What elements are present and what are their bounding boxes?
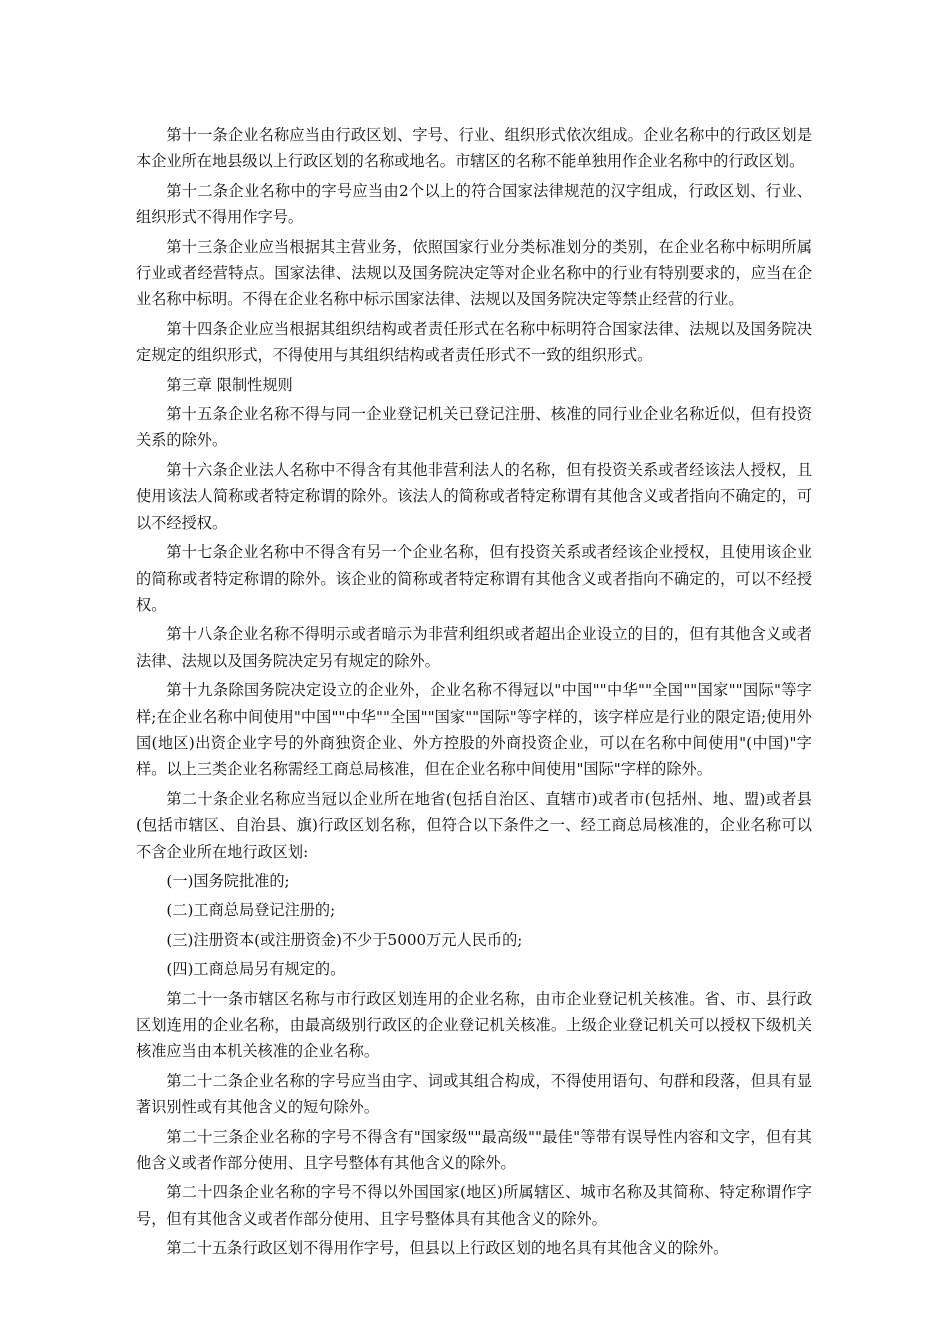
- article-14-paragraph: 第十四条企业应当根据其组织结构或者责任形式在名称中标明符合国家法律、法规以及国务院决定规定的组织形式，不得使用与其组织结构或者责任形式不一致的组织形式。: [136, 319, 812, 365]
- list-item-2: (二)工商总局登记注册的;: [166, 901, 336, 920]
- document-page: [136, 122, 812, 1265]
- article-19-paragraph: 第十九条除国务院决定设立的企业外，企业名称不得冠以"中国""中华""全国""国家""国际"等字样;在企业名称中间使用"中国""中华""全国""国家""国际"等字样的，该字样应是行业的限定语;使用外国(地区)出资企业字号的外商独资企业、外方控股的外商投资企业，可以在名称中间使用"(中国)"字样。以上三类企业名称需经工商总局核准，但在企业名称中间使用"国际"字样的除外。: [136, 681, 812, 779]
- list-item-1: (一)国务院批准的;: [166, 871, 290, 890]
- article-18-paragraph: 第十八条企业名称不得明示或者暗示为非营利组织或者超出企业设立的目的，但有其他含义或者法律、法规以及国务院决定另有规定的除外。: [136, 625, 812, 670]
- article-20-paragraph: 第二十条企业名称应当冠以企业所在地省(包括自治区、直辖市)或者市(包括州、地、盟)或者县(包括市辖区、自治县、旗)行政区划名称，但符合以下条件之一、经工商总局核准的，企业名称可以不含企业所在地行政区划:: [136, 789, 812, 861]
- article-11-paragraph: 第十一条企业名称应当由行政区划、字号、行业、组织形式依次组成。企业名称中的行政区划是本企业所在地县级以上行政区划的名称或地名。市辖区的名称不能单独用作企业名称中的行政区划。: [136, 126, 812, 171]
- list-item-4: (四)工商总局另有规定的。: [166, 960, 346, 979]
- article-13-paragraph: 第十三条企业应当根据其主营业务，依照国家行业分类标准划分的类别，在企业名称中标明所属行业或者经营特点。国家法律、法规以及国务院决定等对企业名称中的行业有特别要求的，应当在企业名称中标明。不得在企业名称中标示国家法律、法规以及国务院决定等禁止经营的行业。: [136, 237, 812, 309]
- article-22-paragraph: 第二十二条企业名称的字号应当由字、词或其组合构成，不得使用语句、句群和段落，但具有显著识别性或有其他含义的短句除外。: [136, 1071, 812, 1117]
- article-16-paragraph: 第十六条企业法人名称中不得含有其他非营利法人的名称，但有投资关系或者经该法人授权，且使用该法人简称或者特定称谓的除外。该法人的简称或者特定称谓有其他含义或者指向不确定的，可以不经授权。: [136, 460, 812, 532]
- article-24-paragraph: 第二十四条企业名称的字号不得以外国国家(地区)所属辖区、城市名称及其简称、特定称谓作字号，但有其他含义或者作部分使用、且字号整体具有其他含义的除外。: [136, 1183, 812, 1228]
- article-15-paragraph: 第十五条企业名称不得与同一企业登记机关已登记注册、核准的同行业企业名称近似，但有投资关系的除外。: [136, 405, 812, 450]
- chapter-3-heading: 第三章 限制性规则: [166, 375, 293, 394]
- article-17-paragraph: 第十七条企业名称中不得含有另一个企业名称，但有投资关系或者经该企业授权，且使用该企业的简称或者特定称谓的除外。该企业的简称或者特定称谓有其他含义或者指向不确定的，可以不经授权。: [136, 543, 812, 614]
- article-23-paragraph: 第二十三条企业名称的字号不得含有"国家级""最高级""最佳"等带有误导性内容和文字，但有其他含义或者作部分使用、且字号整体有其他含义的除外。: [136, 1127, 812, 1173]
- list-item-3: (三)注册资本(或注册资金)不少于5000万元人民币的;: [166, 930, 523, 949]
- article-25-paragraph: 第二十五条行政区划不得用作字号，但县以上行政区划的地名具有其他含义的除外。: [166, 1239, 729, 1258]
- article-12-paragraph: 第十二条企业名称中的字号应当由2个以上的符合国家法律规范的汉字组成，行政区划、行业、组织形式不得用作字号。: [136, 181, 812, 227]
- article-21-paragraph: 第二十一条市辖区名称与市行政区划连用的企业名称，由市企业登记机关核准。省、市、县行政区划连用的企业名称，由最高级别行政区的企业登记机关核准。上级企业登记机关可以授权下级机关核准应当由本机关核准的企业名称。: [136, 989, 812, 1061]
